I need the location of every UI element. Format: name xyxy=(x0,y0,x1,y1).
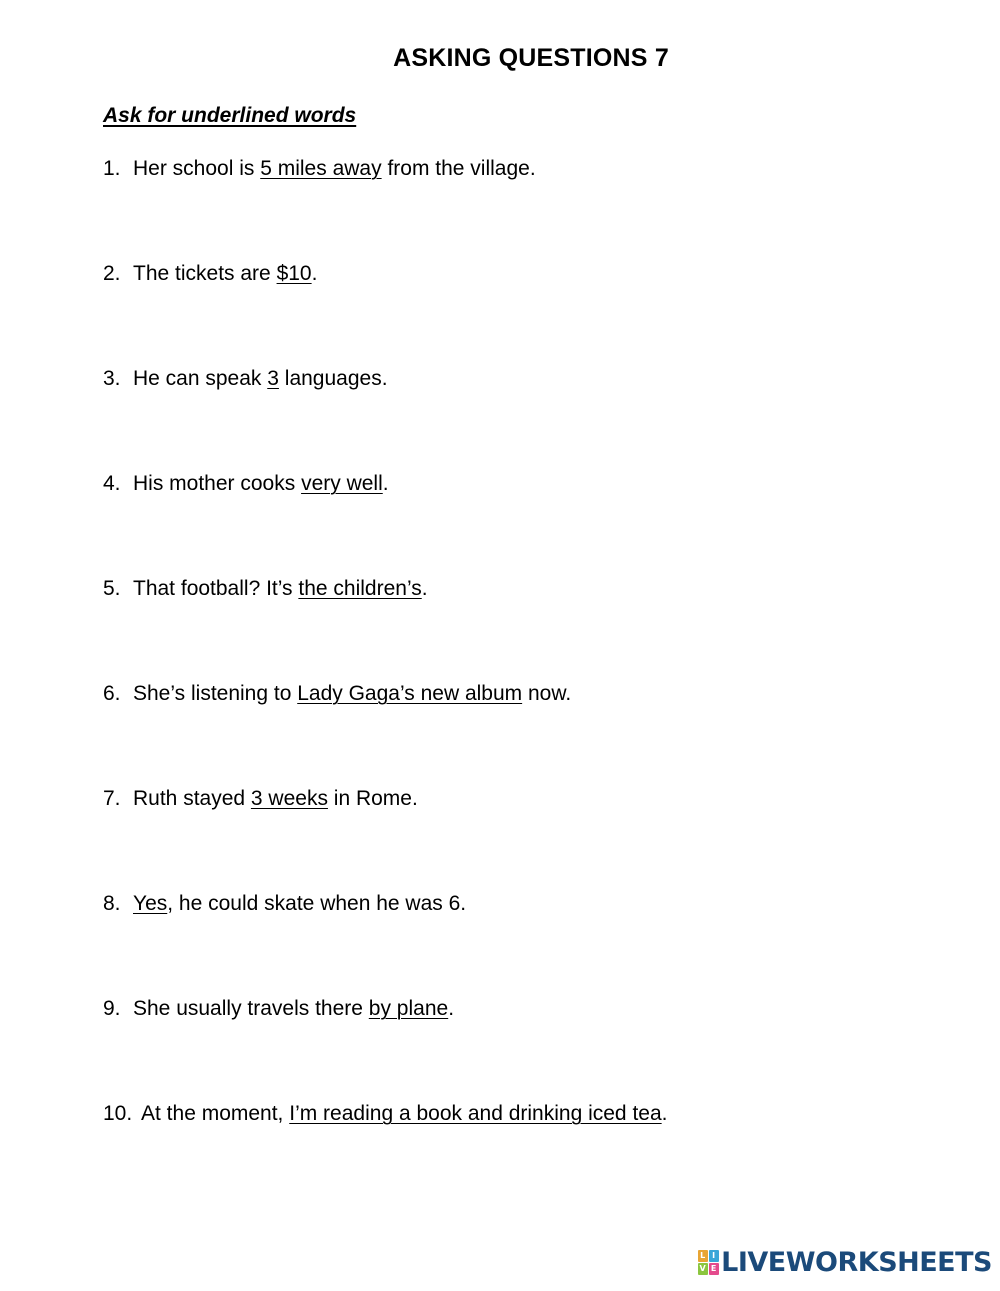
underlined-phrase: by plane xyxy=(368,997,449,1020)
underlined-phrase: very well xyxy=(301,472,383,495)
instruction-heading: Ask for underlined words xyxy=(103,104,357,127)
question-text-after: now. xyxy=(522,682,572,705)
question-number: 2. xyxy=(103,262,121,285)
question-text-after: . xyxy=(448,997,455,1020)
liveworksheets-logo xyxy=(697,1247,992,1277)
logo-block-e: E xyxy=(709,1263,719,1275)
question-text-after: . xyxy=(382,472,389,495)
logo-block-v: V xyxy=(699,1264,706,1273)
question-text-before: She usually travels there xyxy=(133,997,369,1020)
question-text-before: The tickets are xyxy=(133,262,277,285)
question-1 xyxy=(103,157,536,181)
question-text-before: He can speak xyxy=(133,367,268,390)
question-text-before: His mother cooks xyxy=(133,472,302,495)
question-5 xyxy=(103,577,428,601)
underlined-phrase: Lady Gaga’s new album xyxy=(297,682,523,705)
question-4 xyxy=(103,472,389,496)
underlined-phrase: the children’s xyxy=(298,577,422,600)
question-text-after: languages. xyxy=(278,367,388,390)
question-text-after: from the village. xyxy=(381,157,536,180)
question-text-before: At the moment, xyxy=(141,1102,290,1125)
question-text-after: , he could skate when he was 6. xyxy=(167,892,467,915)
question-text-after: . xyxy=(311,262,318,285)
question-8 xyxy=(103,892,466,916)
underlined-phrase: 5 miles away xyxy=(260,157,382,180)
question-2 xyxy=(103,262,317,286)
question-7 xyxy=(103,787,418,811)
logo-block-i: I xyxy=(709,1250,719,1262)
question-number: 6. xyxy=(103,682,121,705)
question-number: 1. xyxy=(103,157,121,180)
question-number: 8. xyxy=(103,892,121,915)
question-text-after: . xyxy=(421,577,428,600)
underlined-phrase: 3 weeks xyxy=(250,787,328,810)
question-number: 4. xyxy=(103,472,121,495)
question-number: 10. xyxy=(103,1102,133,1125)
question-number: 3. xyxy=(103,367,121,390)
question-text-before: Ruth stayed xyxy=(133,787,251,810)
question-text-before: She’s listening to xyxy=(133,682,298,705)
page-title: ASKING QUESTIONS 7 xyxy=(393,44,669,72)
question-10 xyxy=(103,1102,667,1126)
underlined-phrase: Yes xyxy=(133,892,168,915)
question-number: 7. xyxy=(103,787,121,810)
question-text-before: That football? It’s xyxy=(133,577,299,600)
question-number: 9. xyxy=(103,997,121,1020)
question-text-after: . xyxy=(661,1102,668,1125)
underlined-phrase: $10 xyxy=(276,262,312,285)
live-blocks-icon xyxy=(697,1249,719,1275)
underlined-phrase: I’m reading a book and drinking iced tea xyxy=(289,1102,662,1125)
question-text-after: in Rome. xyxy=(327,787,418,810)
underlined-phrase: 3 xyxy=(267,367,279,390)
question-number: 5. xyxy=(103,577,121,600)
logo-block-l: L xyxy=(698,1250,708,1262)
question-text-before: Her school is xyxy=(133,157,261,180)
brand-name: LIVEWORKSHEETS xyxy=(721,1246,992,1278)
question-3 xyxy=(103,367,388,391)
question-9 xyxy=(103,997,454,1021)
question-6 xyxy=(103,682,571,706)
